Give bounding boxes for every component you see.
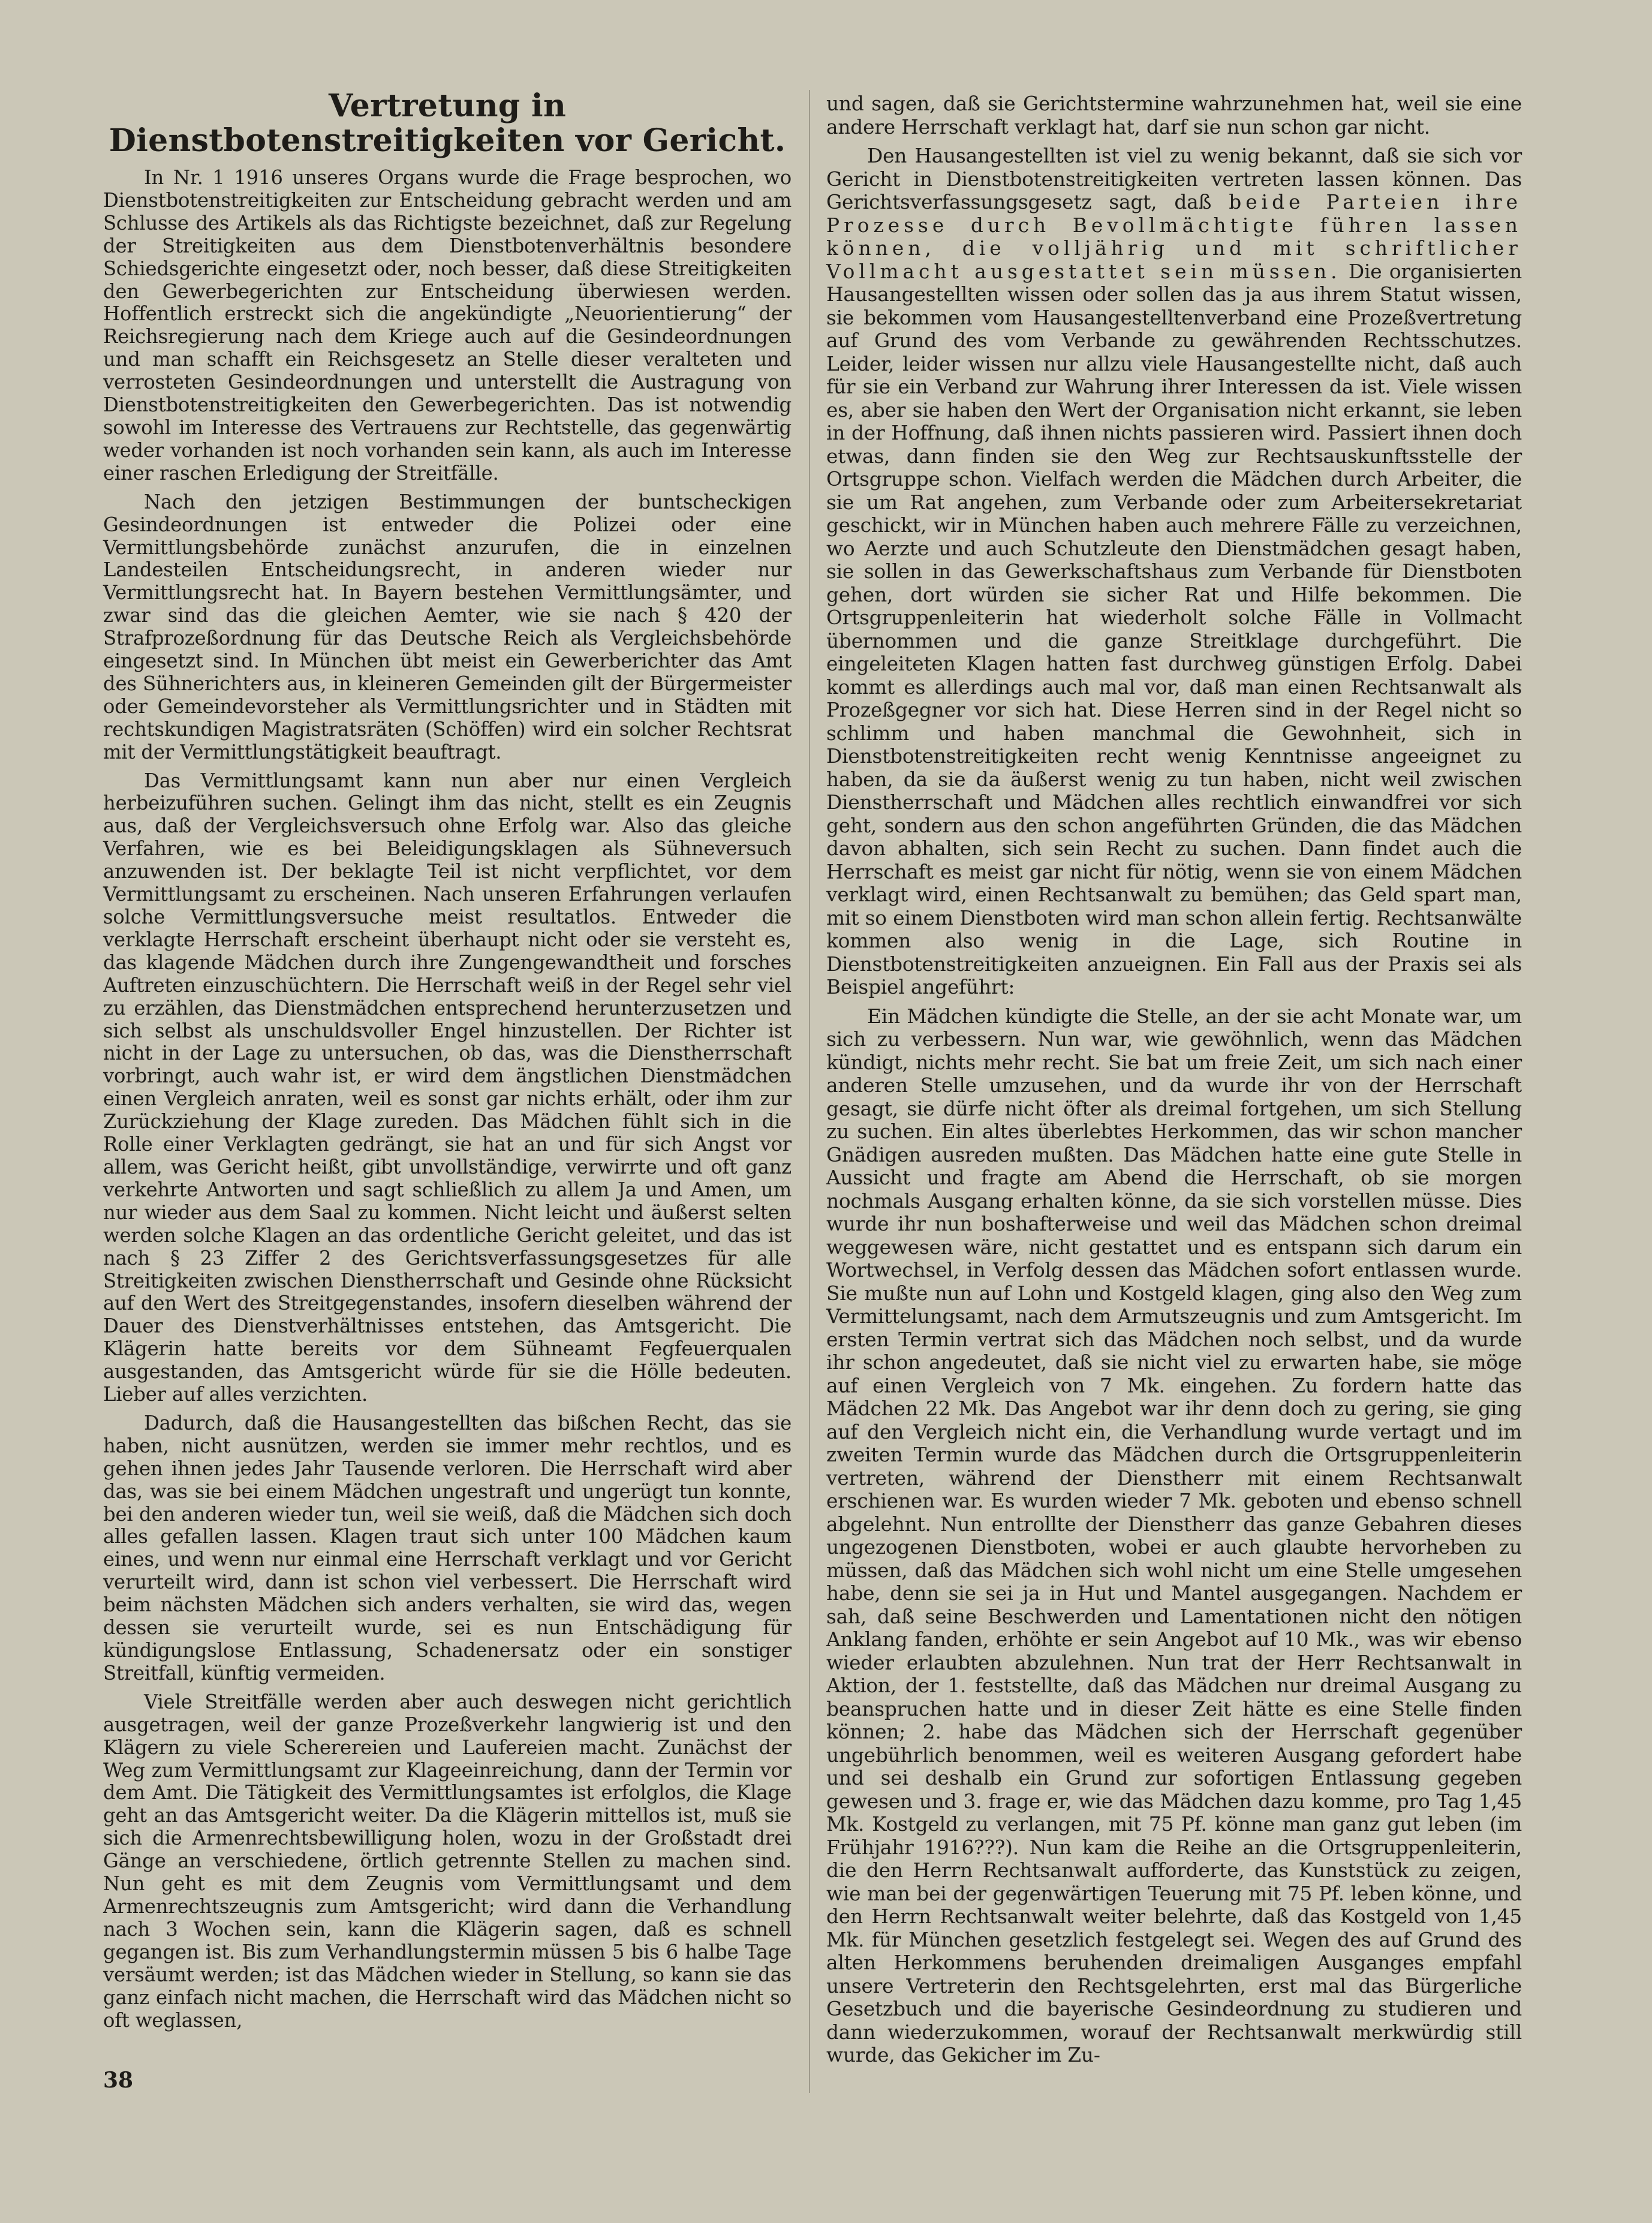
paragraph: Viele Streitfälle werden aber auch deswegen nicht gerichtlich ausgetragen, weil der ganze Prozeßverkehr langwierig ist und den Klägern zu viele Scherereien und Laufereien macht. Zunächst der Weg zum Vermittlungsamt zur Klageeinreichung, dann der Termin vor dem Amt. Die Tätigkeit des Vermittlungsamtes ist erfolglos, die Klage geht an das Amtsgericht weiter. Da die Klägerin mittellos ist, muß sie sich die Armenrechtsbewilligung holen, wozu in der Großstadt drei Gänge an verschiedene, örtlich getrennte Stellen zu machen sind. Nun geht es mit dem Zeugnis vom Vermittlungsamt und dem Armenrechtszeugnis zum Amtsgericht; wird dann die Verhandlung nach 3 Wochen sein, kann die Klägerin sagen, daß es schnell gegangen ist. Bis zum Verhandlungstermin müssen 5 bis 6 halbe Tage versäumt werden; ist das Mädchen wieder in Stellung, so kann sie das ganz einfach nicht machen, die Herrschaft wird das Mädchen nicht so oft weglassen,: [103, 1690, 792, 2032]
right-column: [826, 92, 1522, 2073]
paragraph: In Nr. 1 1916 unseres Organs wurde die Frage besprochen, wo Dienstbotenstreitigkeiten zur Entscheidung gebracht werden und am Schlusse des Artikels als das Richtigste bezeichnet, daß zur Regelung der Streitigkeiten aus dem Dienstbotenverhältnis besondere Schiedsgerichte eingesetzt oder, noch besser, daß diese Streitigkeiten den Gewerbegerichten zur Entscheidung überwiesen werden. Hoffentlich erstreckt sich die angekündigte „Neuorientierung“ der Reichsregierung nach dem Kriege auch auf die Gesindeordnungen und man schafft ein Reichsgesetz an Stelle dieser veralteten und verrosteten Gesindeordnungen und unterstellt die Austragung von Dienstbotenstreitigkeiten den Gewerbegerichten. Das ist notwendig sowohl im Interesse des Vertrauens zur Rechtstelle, das gegenwärtig weder vorhanden ist noch vorhanden sein kann, als auch im Interesse einer raschen Erledigung der Streitfälle.: [103, 166, 792, 485]
paragraph: Ein Mädchen kündigte die Stelle, an der sie acht Monate war, um sich zu verbessern. Nun war, wie gewöhnlich, wenn das Mädchen kündigt, nichts mehr recht. Sie bat um freie Zeit, um sich nach einer anderen Stelle umzusehen, und da wurde ihr von der Herrschaft gesagt, sie dürfe nicht öfter als dreimal fortgehen, um sich Stellung zu suchen. Ein altes überlebtes Herkommen, das wir schon mancher Gnädigen ausreden mußten. Das Mädchen hatte eine gute Stelle in Aussicht und fragte am Abend die Herrschaft, ob sie morgen nochmals Ausgang erhalten könne, da sie sich vorstellen müsse. Dies wurde ihr nun boshafterweise und weil das Mädchen schon dreimal weggewesen wäre, nicht gestattet und es entspann sich darum ein Wortwechsel, in Verfolg dessen das Mädchen sofort entlassen wurde. Sie mußte nun auf Lohn und Kostgeld klagen, ging also den Weg zum Vermittelungsamt, nach dem Armutszeugnis und zum Amtsgericht. Im ersten Termin vertrat sich das Mädchen noch selbst, und da wurde ihr schon angedeutet, daß sie nicht viel zu erwarten habe, sie möge auf einen Vergleich von 7 Mk. eingehen. Zu fordern hatte das Mädchen 22 Mk. Das Angebot war ihr denn doch zu gering, sie ging auf den Vergleich nicht ein, die Verhandlung wurde vertagt und im zweiten Termin wurde das Mädchen durch die Ortsgruppenleiterin vertreten, während der Dienstherr mit einem Rechtsanwalt erschienen war. Es wurden wieder 7 Mk. geboten und ebenso schnell abgelehnt. Nun entrollte der Dienstherr das ganze Gebahren dieses ungezogenen Dienstboten, wobei er auch glaubte hervorheben zu müssen, daß das Mädchen sich wohl nicht um eine Stelle umgesehen habe, denn sie sei ja in Hut und Mantel ausgegangen. Nachdem er sah, daß seine Beschwerden und Lamentationen nicht den nötigen Anklang fanden, erhöhte er sein Angebot auf 10 Mk., was wir ebenso wieder erlaubten abzulehnen. Nun trat der Herr Rechtsanwalt in Aktion, der 1. feststellte, daß das Mädchen nur dreimal Ausgang zu beanspruchen hatte und in dieser Zeit hätte es eine Stelle finden können; 2. habe das Mädchen sich der Herrschaft gegenüber ungebührlich benommen, weil es weiteren Ausgang gefordert habe und sei deshalb ein Grund zur sofortigen Entlassung gegeben gewesen und 3. frage er, wie das Mädchen dazu komme, pro Tag 1,45 Mk. Kostgeld zu verlangen, mit 75 Pf. könne man ganz gut leben (im Frühjahr 1916???). Nun kam die Reihe an die Ortsgruppenleiterin, die den Herrn Rechtsanwalt aufforderte, das Kunststück zu zeigen, wie man bei der gegenwärtigen Teuerung mit 75 Pf. leben könne, und den Herrn Rechtsanwalt weiter belehrte, daß das Kostgeld von 1,45 Mk. für München gesetzlich festgelegt sei. Wegen des auf Grund des alten Herkommens beruhenden dreimaligen Ausganges empfahl unsere Vertreterin den Rechtsgelehrten, erst mal das Bürgerliche Gesetzbuch und die bayerische Gesindeordnung zu studieren und dann wiederzukommen, worauf der Rechtsanwalt merkwürdig still wurde, das Gekicher im Zu-: [826, 1004, 1522, 2066]
paragraph: Dadurch, daß die Hausangestellten das bißchen Recht, das sie haben, nicht ausnützen, werden sie immer mehr rechtlos, und es gehen ihnen jedes Jahr Tausende verloren. Die Herrschaft wird aber das, was sie bei einem Mädchen ungestraft und ungerügt tun konnte, bei den anderen wieder tun, weil sie weiß, daß die Mädchen sich doch alles gefallen lassen. Klagen traut sich unter 100 Mädchen kaum eines, und wenn nur einmal eine Herrschaft verklagt und vor Gericht verurteilt wird, dann ist schon viel verbessert. Die Herrschaft wird beim nächsten Mädchen sich anders verhalten, sie wird das, wegen dessen sie verurteilt wurde, sei es nun Entschädigung für kündigungslose Entlassung, Schadenersatz oder ein sonstiger Streitfall, künftig vermeiden.: [103, 1411, 792, 1684]
paragraph: Nach den jetzigen Bestimmungen der buntscheckigen Gesindeordnungen ist entweder die Polizei oder eine Vermittlungsbehörde zunächst anzurufen, die in einzelnen Landesteilen Entscheidungsrecht, in anderen wieder nur Vermittlungsrecht hat. In Bayern bestehen Vermittlungsämter, und zwar sind das die gleichen Aemter, wie sie nach § 420 der Strafprozeßordnung für das Deutsche Reich als Vergleichsbehörde eingesetzt sind. In München übt meist ein Gewerberichter das Amt des Sühnerichters aus, in kleineren Gemeinden gilt der Bürgermeister oder Gemeindevorsteher als Vermittlungsrichter und in Städten mit rechtskundigen Magistratsräten (Schöffen) wird ein solcher Rechtsrat mit der Vermittlungstätigkeit beauftragt.: [103, 490, 792, 763]
article-title: Vertretung in Dienstbotenstreitigkeiten vor Gericht.: [109, 88, 786, 159]
paragraph: und sagen, daß sie Gerichtstermine wahrzunehmen hat, weil sie eine andere Herrschaft verklagt hat, darf sie nun schon gar nicht.: [826, 92, 1522, 139]
quoted-law-text: beide Parteien ihre Prozesse durch Bevollmächtigte führen lassen können, die volljährig und mit schriftlicher Vollmacht ausgestattet sein müssen.: [826, 191, 1522, 283]
paragraph-text: Die organisierten Hausangestellten wissen oder sollen das ja aus ihrem Statut wissen, sie bekommen vom Hausangestelltenverband eine Prozeßvertretung auf Grund des vom Verbande zu gewährenden Rechtsschutzes. Leider, leider wissen nur allzu viele Hausangestellte nicht, daß auch für sie ein Verband zur Wahrung ihrer Interessen da ist. Viele wissen es, aber sie haben den Wert der Organisation nicht erkannt, sie leben in der Hoffnung, daß ihnen nichts passieren wird. Passiert ihnen doch etwas, dann finden sie den Weg zur Rechtsauskunftsstelle der Ortsgruppe schon. Vielfach werden die Mädchen durch Arbeiter, die sie um Rat angehen, zum Verbande oder zum Arbeitersekretariat geschickt, wir in München haben auch mehrere Fälle zu verzeichnen, wo Aerzte und auch Schutzleute den Dienstmädchen gesagt haben, sie sollen in das Gewerkschaftshaus zum Verbande für Dienstboten gehen, dort würden sie sicher Rat und Hilfe bekommen. Die Ortsgruppenleiterin hat wiederholt solche Fälle in Vollmacht übernommen und die ganze Streitklage durchgeführt. Die eingeleiteten Klagen hatten fast durchweg günstigen Erfolg. Dabei kommt es allerdings auch mal vor, daß man einen Rechtsanwalt als Prozeßgegner vor sich hat. Diese Herren sind in der Regel nicht so schlimm und haben manchmal die Gewohnheit, sich in Dienstbotenstreitigkeiten recht wenig Kenntnisse angeeignet zu haben, da sie da äußerst wenig zu tun haben, nicht weil zwischen Dienstherrschaft und Mädchen alles rechtlich einwandfrei vor sich geht, sondern aus den schon angeführten Gründen, die das Mädchen davon abhalten, sich sein Recht zu suchen. Dann findet auch die Herrschaft es meist gar nicht für nötig, wenn sie von einem Mädchen verklagt wird, einen Rechtsanwalt zu bemühen; das Geld spart man, mit so einem Dienstboten wird man schon allein fertig. Rechtsanwälte kommen also wenig in die Lage, sich Routine in Dienstbotenstreitigkeiten anzueignen. Ein Fall aus der Praxis sei als Beispiel angeführt:: [826, 260, 1522, 998]
paragraph: [826, 145, 1522, 999]
page-number: 38: [103, 2068, 134, 2093]
paragraph-text: Den Hausangestellten ist viel zu wenig bekannt, daß sie sich vor Gericht in Dienstbotenstreitigkeiten vertreten lassen können. Das Gerichtsverfassungsgesetz sagt, daß: [826, 145, 1522, 213]
paragraph: Das Vermittlungsamt kann nun aber nur einen Vergleich herbeizuführen suchen. Gelingt ihm das nicht, stellt es ein Zeugnis aus, daß der Vergleichsversuch ohne Erfolg war. Also das gleiche Verfahren, wie es bei Beleidigungsklagen als Sühneversuch anzuwenden ist. Der beklagte Teil ist nicht verpflichtet, vor dem Vermittlungsamt zu erscheinen. Nach unseren Erfahrungen verlaufen solche Vermittlungsversuche meist resultatlos. Entweder die verklagte Herrschaft erscheint überhaupt nicht oder sie versteht es, das klagende Mädchen durch ihre Zungengewandtheit und forsches Auftreten einzuschüchtern. Die Herrschaft weiß in der Regel sehr viel zu erzählen, das Dienstmädchen entsprechend herunterzusetzen und sich selbst als unschuldsvoller Engel hinzustellen. Der Richter ist nicht in der Lage zu untersuchen, ob das, was die Dienstherrschaft vorbringt, auch wahr ist, er wird dem ängstlichen Dienstmädchen einen Vergleich anraten, weil es sonst gar nichts erhält, oder ihm zur Zurückziehung der Klage zureden. Das Mädchen fühlt sich in die Rolle einer Verklagten gedrängt, sie hat an und für sich Angst vor allem, was Gericht heißt, gibt unvollständige, verwirrte und oft ganz verkehrte Antworten und sagt schließlich zu allem Ja und Amen, um nur wieder aus dem Saal zu kommen. Nicht leicht und äußerst selten werden solche Klagen an das ordentliche Gericht geleitet, und das ist nach § 23 Ziffer 2 des Gerichtsverfassungsgesetzes für alle Streitigkeiten zwischen Dienstherrschaft und Gesinde ohne Rücksicht auf den Wert des Streitgegenstandes, insofern dieselben während der Dauer des Dienstverhältnisses entstehen, das Amtsgericht. Die Klägerin hatte bereits vor dem Sühneamt Fegfeuerqualen ausgestanden, das Amtsgericht würde für sie die Hölle bedeuten. Lieber auf alles verzichten.: [103, 769, 792, 1406]
left-column: [103, 84, 792, 2038]
column-divider: [809, 90, 810, 2093]
